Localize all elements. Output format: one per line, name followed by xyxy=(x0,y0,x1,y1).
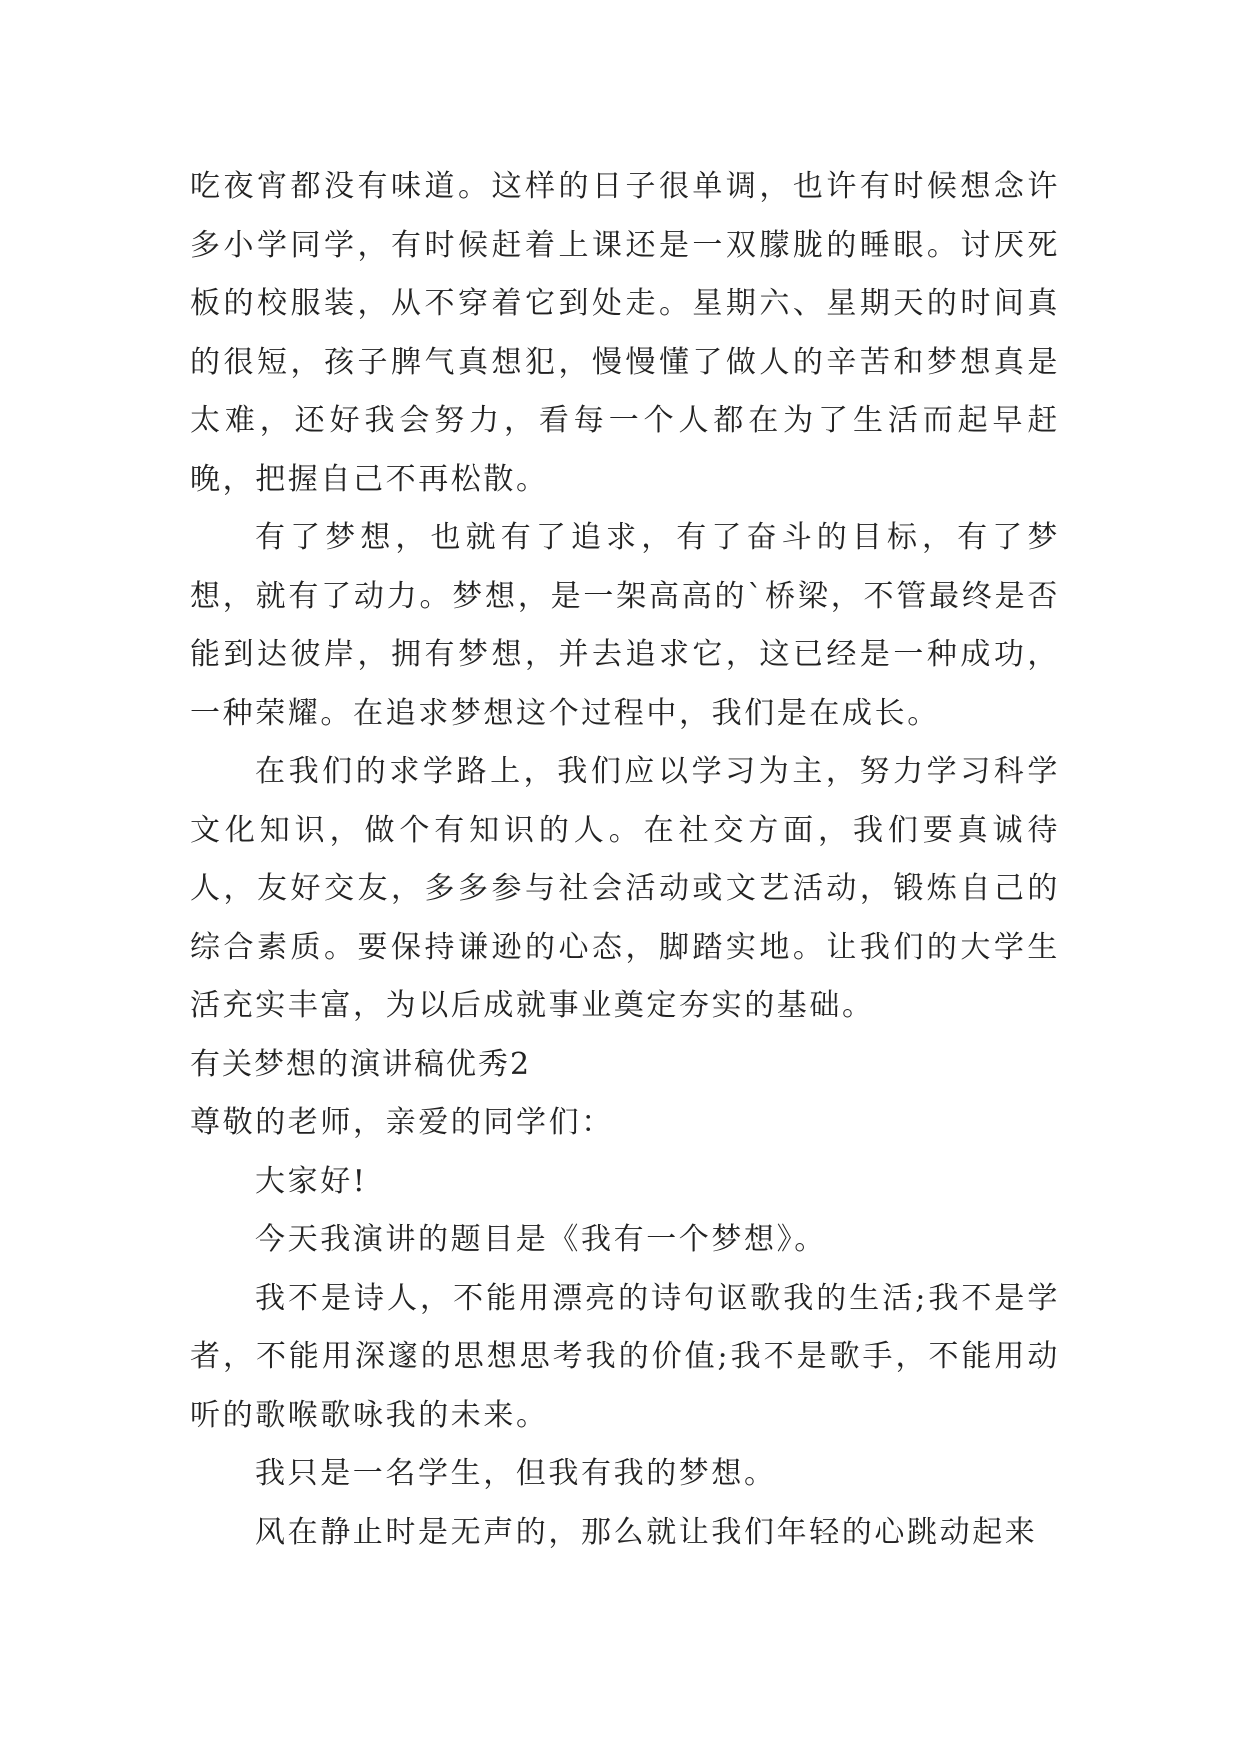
paragraph-study-path: 在我们的求学路上，我们应以学习为主，努力学习科学文化知识，做个有知识的人。在社交方面，我们要真诚待人，友好交友，多多参与社会活动或文艺活动，锻炼自己的综合素质。要保持谦逊的心态，脚踏实地。让我们的大学生活充实丰富，为以后成就事业奠定夯实的基础。 xyxy=(190,754,1060,1023)
paragraph-student: 我只是一名学生，但我有我的梦想。 xyxy=(255,1456,777,1491)
paragraph-wind: 风在静止时是无声的，那么就让我们年轻的心跳动起来 xyxy=(255,1514,1038,1550)
paragraph-topic: 今天我演讲的题目是《我有一个梦想》。 xyxy=(255,1222,827,1257)
document-page xyxy=(190,158,1060,1562)
salutation: 尊敬的老师，亲爱的同学们： xyxy=(190,1105,614,1140)
paragraph-continuation: 吃夜宵都没有味道。这样的日子很单调，也许有时候想念许多小学同学，有时候赶着上课还是一双朦胧的睡眼。讨厌死板的校服装，从不穿着它到处走。星期六、星期天的时间真的很短，孩子脾气真想犯，慢慢懂了做人的辛苦和梦想真是太难，还好我会努力，看每一个人都在为了生活而起早赶晚，把握自己不再松散。 xyxy=(190,169,1060,497)
paragraph-not-poet: 我不是诗人，不能用漂亮的诗句讴歌我的生活;我不是学者，不能用深邃的思想思考我的价值;我不是歌手，不能用动听的歌喉歌咏我的未来。 xyxy=(190,1280,1060,1433)
paragraph-greeting: 大家好! xyxy=(255,1163,368,1199)
paragraph-dream-motivation: 有了梦想，也就有了追求，有了奋斗的目标，有了梦想，就有了动力。梦想，是一架高高的`桥梁，不管最终是否能到达彼岸，拥有梦想，并去追求它，这已经是一种成功，一种荣耀。在追求梦想这个过程中，我们是在成长。 xyxy=(190,520,1060,731)
section-title: 有关梦想的演讲稿优秀2 xyxy=(190,1046,532,1082)
